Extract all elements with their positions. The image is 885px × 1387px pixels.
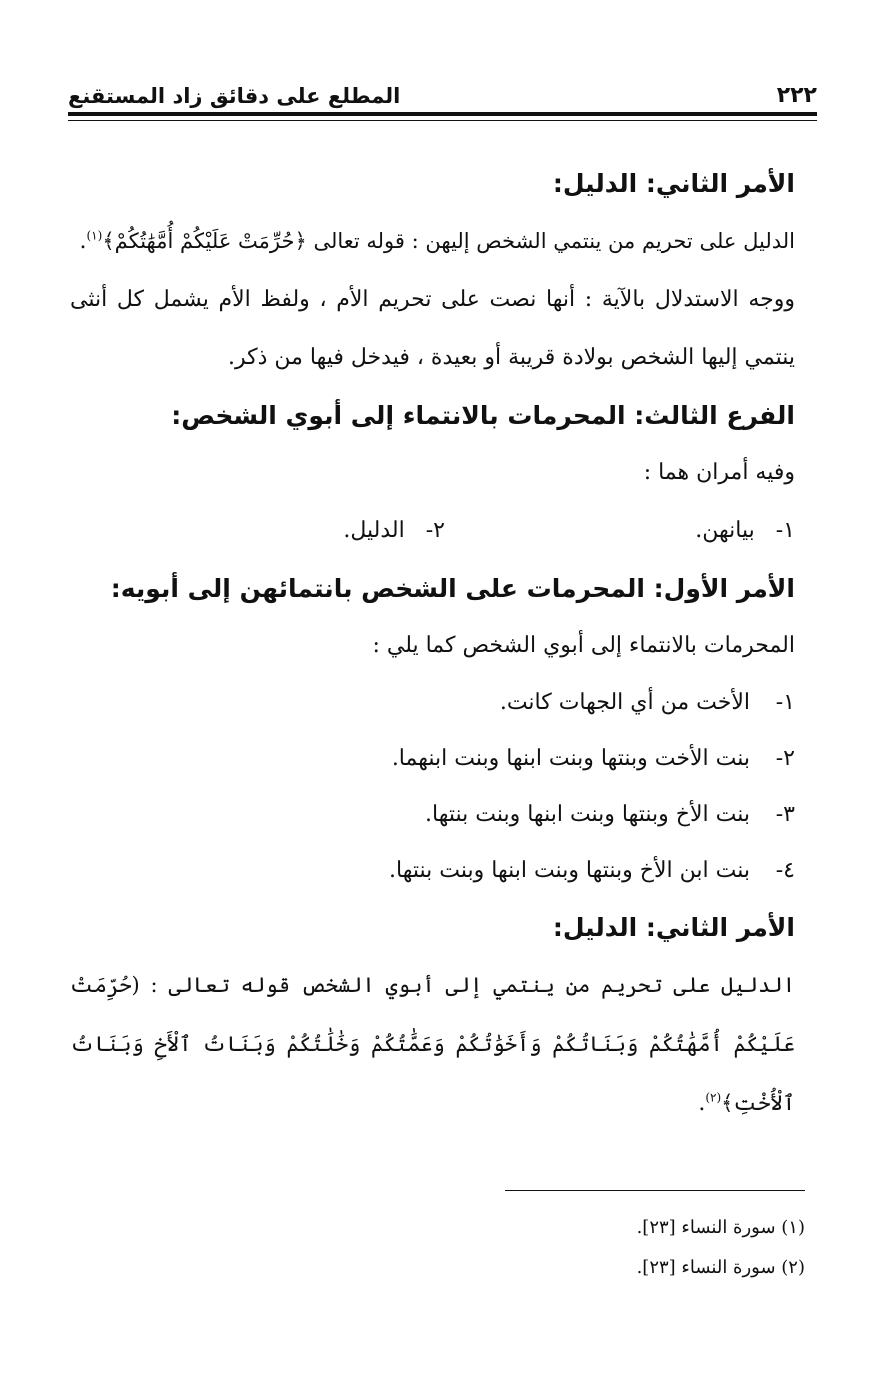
item-number: ٢- bbox=[775, 746, 795, 771]
item-text: بيانهن. bbox=[695, 518, 755, 543]
intro-text: المحرمات بالانتماء إلى أبوي الشخص كما يلي : bbox=[372, 633, 795, 658]
page-header bbox=[68, 78, 817, 108]
footnote: (١) سورة النساء [٢٣]. bbox=[636, 1217, 805, 1238]
verse-text: الدليل على تحريم من ينتمي الشخص إليهن : قوله تعالى ﴿حُرِّمَتْ عَلَيْكُمْ أُمَّهَٰتُكُمْ﴾ bbox=[102, 229, 795, 253]
item-text: بنت الأخ وبنتها وبنت ابنها وبنت بنتها. bbox=[425, 802, 750, 827]
numbered-list bbox=[70, 675, 795, 899]
item-text: الأخت من أي الجهات كانت. bbox=[499, 690, 750, 715]
two-item-list bbox=[70, 502, 795, 560]
page-body bbox=[70, 155, 795, 1133]
list-item bbox=[445, 502, 795, 560]
item-text: بنت الأخت وبنتها وبنت ابنها وبنت ابنهما. bbox=[391, 746, 750, 771]
section-heading: الأمر الثاني: الدليل: bbox=[552, 169, 795, 198]
section-heading: الفرع الثالث: المحرمات بالانتماء إلى أبوي الشخص: bbox=[171, 401, 795, 430]
footnotes bbox=[637, 1208, 805, 1288]
verse-text: الدليل على تحريم من ينتمي إلى أبوي الشخص قوله تعالى : (حُرِّمَتْ عَلَيْكُمْ أُمَّهَٰتُكُمْ وَبَنَاتُكُمْ وَأَخَوَٰتُكُمْ وَعَمَّٰتُكُمْ وَخَٰلَٰتُكُمْ وَبَنَاتُ ٱلْأَخِ وَبَنَاتُ ٱلْأُخْتِ﴾ bbox=[70, 973, 795, 1115]
footnote-ref: (١) bbox=[86, 228, 103, 243]
list-item bbox=[70, 787, 795, 843]
header-rule-thin bbox=[68, 120, 817, 121]
item-text: الدليل. bbox=[343, 518, 405, 543]
footnote: (٢) سورة النساء [٢٣]. bbox=[636, 1257, 805, 1278]
header-rule-thick bbox=[68, 112, 817, 116]
evidence-paragraph bbox=[70, 212, 795, 271]
list-item bbox=[70, 843, 795, 899]
section-heading: الأمر الثاني: الدليل: bbox=[552, 913, 795, 942]
inference-paragraph: ووجه الاستدلال بالآية : أنها نصت على تحريم الأم ، ولفظ الأم يشمل كل أنثى ينتمي إليها الشخص بولادة قريبة أو بعيدة ، فيدخل فيها من ذكر. bbox=[70, 287, 795, 370]
section-heading: الأمر الأول: المحرمات على الشخص بانتمائهن إلى أبويه: bbox=[110, 574, 795, 603]
evidence-paragraph bbox=[70, 956, 795, 1133]
item-number: ١- bbox=[775, 690, 795, 715]
intro-text: وفيه أمران هما : bbox=[643, 460, 795, 485]
item-number: ١- bbox=[775, 518, 795, 543]
item-number: ٢- bbox=[425, 518, 445, 543]
footnote-separator bbox=[505, 1190, 805, 1191]
list-item bbox=[95, 502, 445, 560]
item-number: ٣- bbox=[775, 802, 795, 827]
list-item bbox=[70, 675, 795, 731]
footnote-ref: (٢) bbox=[705, 1090, 722, 1105]
sentence-end: . bbox=[698, 1091, 706, 1116]
sentence-end: . bbox=[79, 229, 87, 254]
list-item bbox=[70, 731, 795, 787]
item-text: بنت ابن الأخ وبنتها وبنت ابنها وبنت بنتها. bbox=[389, 858, 750, 883]
book-title: المطلع على دقائق زاد المستقنع bbox=[68, 84, 401, 108]
page-number: ٢٢٢ bbox=[776, 83, 817, 108]
item-number: ٤- bbox=[775, 858, 795, 883]
